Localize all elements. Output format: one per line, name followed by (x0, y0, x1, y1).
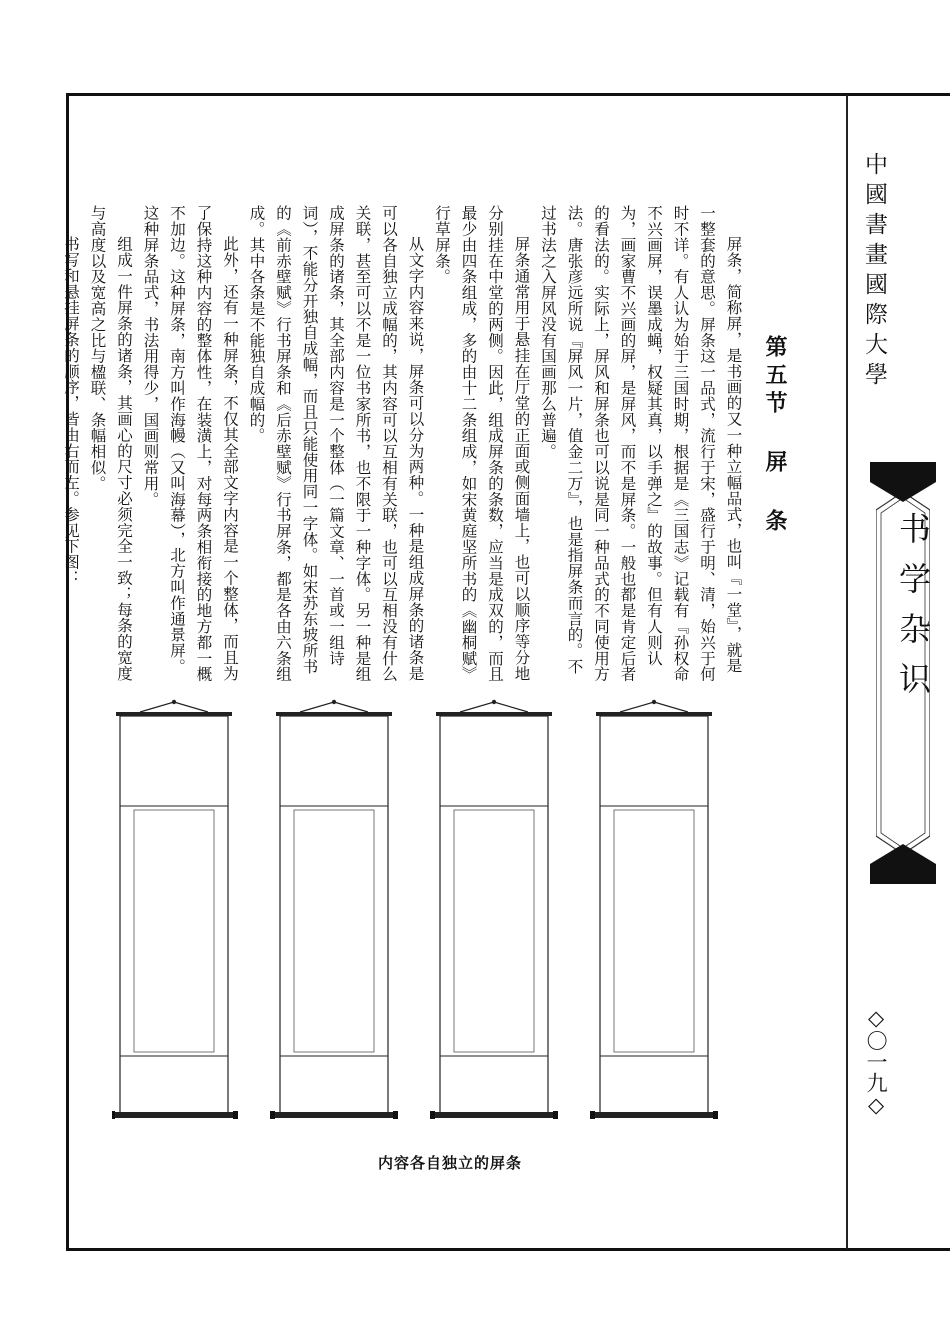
paragraph-1: 屏条，简称屏，是书画的又一种立幅品式，也叫『一堂』，就是一整套的意思。屏条这一品式，流行于宋，盛行于明、清，始兴于何时不详。有人认为始于三国时期，根据是《三国志》记载有『孙权命不兴画屏，误墨成蝇，权疑其真，以手弹之』的故事。但有人则认为，画家曹不兴画的屏，是屏风，而不是屏条。一般也都是肯定后者的看法的。实际上，屏风和屏条也可以说是同一种品式的不同使用方法。唐张彦远所说『屏风一片，值金二万』，也是指屏条而言的。不过书法之入屏风没有国画那么普遍。 (539, 205, 743, 682)
scroll-roller-end-left (112, 1111, 115, 1119)
title-cap-top (870, 468, 936, 502)
scroll-mount (280, 716, 388, 1114)
book-title: 书学杂识 (894, 512, 932, 712)
scroll-roller-end-right (553, 1111, 558, 1119)
book-title-box (870, 462, 936, 884)
title-bar-bottom (870, 876, 936, 884)
scroll-hook (652, 700, 656, 704)
scroll-roller-end-right (713, 1111, 718, 1119)
scroll-hook (332, 700, 336, 704)
scroll-hook (492, 700, 496, 704)
scroll-figure (112, 698, 792, 1130)
scroll-bottom-roller (273, 1112, 395, 1118)
paragraph-3: 从文字内容来说，屏条可以分为两种。一种是组成屏条的诸条是可以各自独立成幅的，其内容可以互相有关联，也可以互相没有什么关联，甚至可以不是一位书家所书，也不限于一种字体。另一种是组成屏条的诸条，其全部内容是一个整体（一篇文章、一首或一组诗词），不能分开独自成幅，而且只能使用同一字体。如宋苏东坡所书的《前赤壁赋》行书屏条和《后赤壁赋》行书屏条，都是各由六条组成。其中各条是不能独自成幅的。 (247, 205, 425, 682)
title-cap-bottom (870, 844, 936, 878)
scroll-bottom-roller (593, 1112, 715, 1118)
scroll-hook (172, 700, 176, 704)
scroll-roller-end-right (393, 1111, 398, 1119)
university-name: 中國書畫國際大學 (861, 152, 887, 392)
scroll-mount (120, 716, 228, 1114)
scroll-bottom-roller (433, 1112, 555, 1118)
scroll-roller-end-left (590, 1111, 595, 1119)
paragraph-5: 组成一件屏条的诸条，其画心的尺寸必须完全一致；每条的宽度与高度以及宽高之比与楹联、条幅相似。 (88, 205, 133, 682)
paragraph-2: 屏条通常用于悬挂在厅堂的正面或侧面墙上，也可以顺序等分地分别挂在中堂的两侧。因此，组成屏条的条数，应当是成双的，而且最少由四条组成，多的由十二条组成，如宋黄庭坚所书的《幽桐赋》行草屏条。 (433, 205, 531, 682)
paragraph-6: 书写和悬挂屏条的顺序，皆由右而左。参见下图： (62, 236, 80, 586)
scroll-mount (440, 716, 548, 1114)
figure-caption: 内容各自独立的屏条 (377, 1154, 522, 1172)
side-rule (846, 95, 848, 1249)
page-number: ◇〇一九◇ (864, 1006, 889, 1117)
scroll-roller-end-right (233, 1111, 238, 1119)
scroll-roller-end-left (430, 1111, 435, 1119)
paragraph-4: 此外，还有一种屏条，不仅其全部文字内容是一个整体，而且为了保持这种内容的整体性，在装潢上，对每两条相衔接的地方都一概不加边。这种屏条，南方叫作海幔（又叫海幕），北方叫作通景屏。这种屏条品式，书法用得少，国画则常用。 (141, 205, 239, 682)
section-body (62, 205, 795, 685)
scroll-bottom-roller (113, 1112, 235, 1118)
section-heading: 第五节 屏 条 (762, 335, 787, 537)
scroll-illustration (112, 698, 792, 1130)
scroll-mount (600, 716, 708, 1114)
scroll-roller-end-left (270, 1111, 275, 1119)
